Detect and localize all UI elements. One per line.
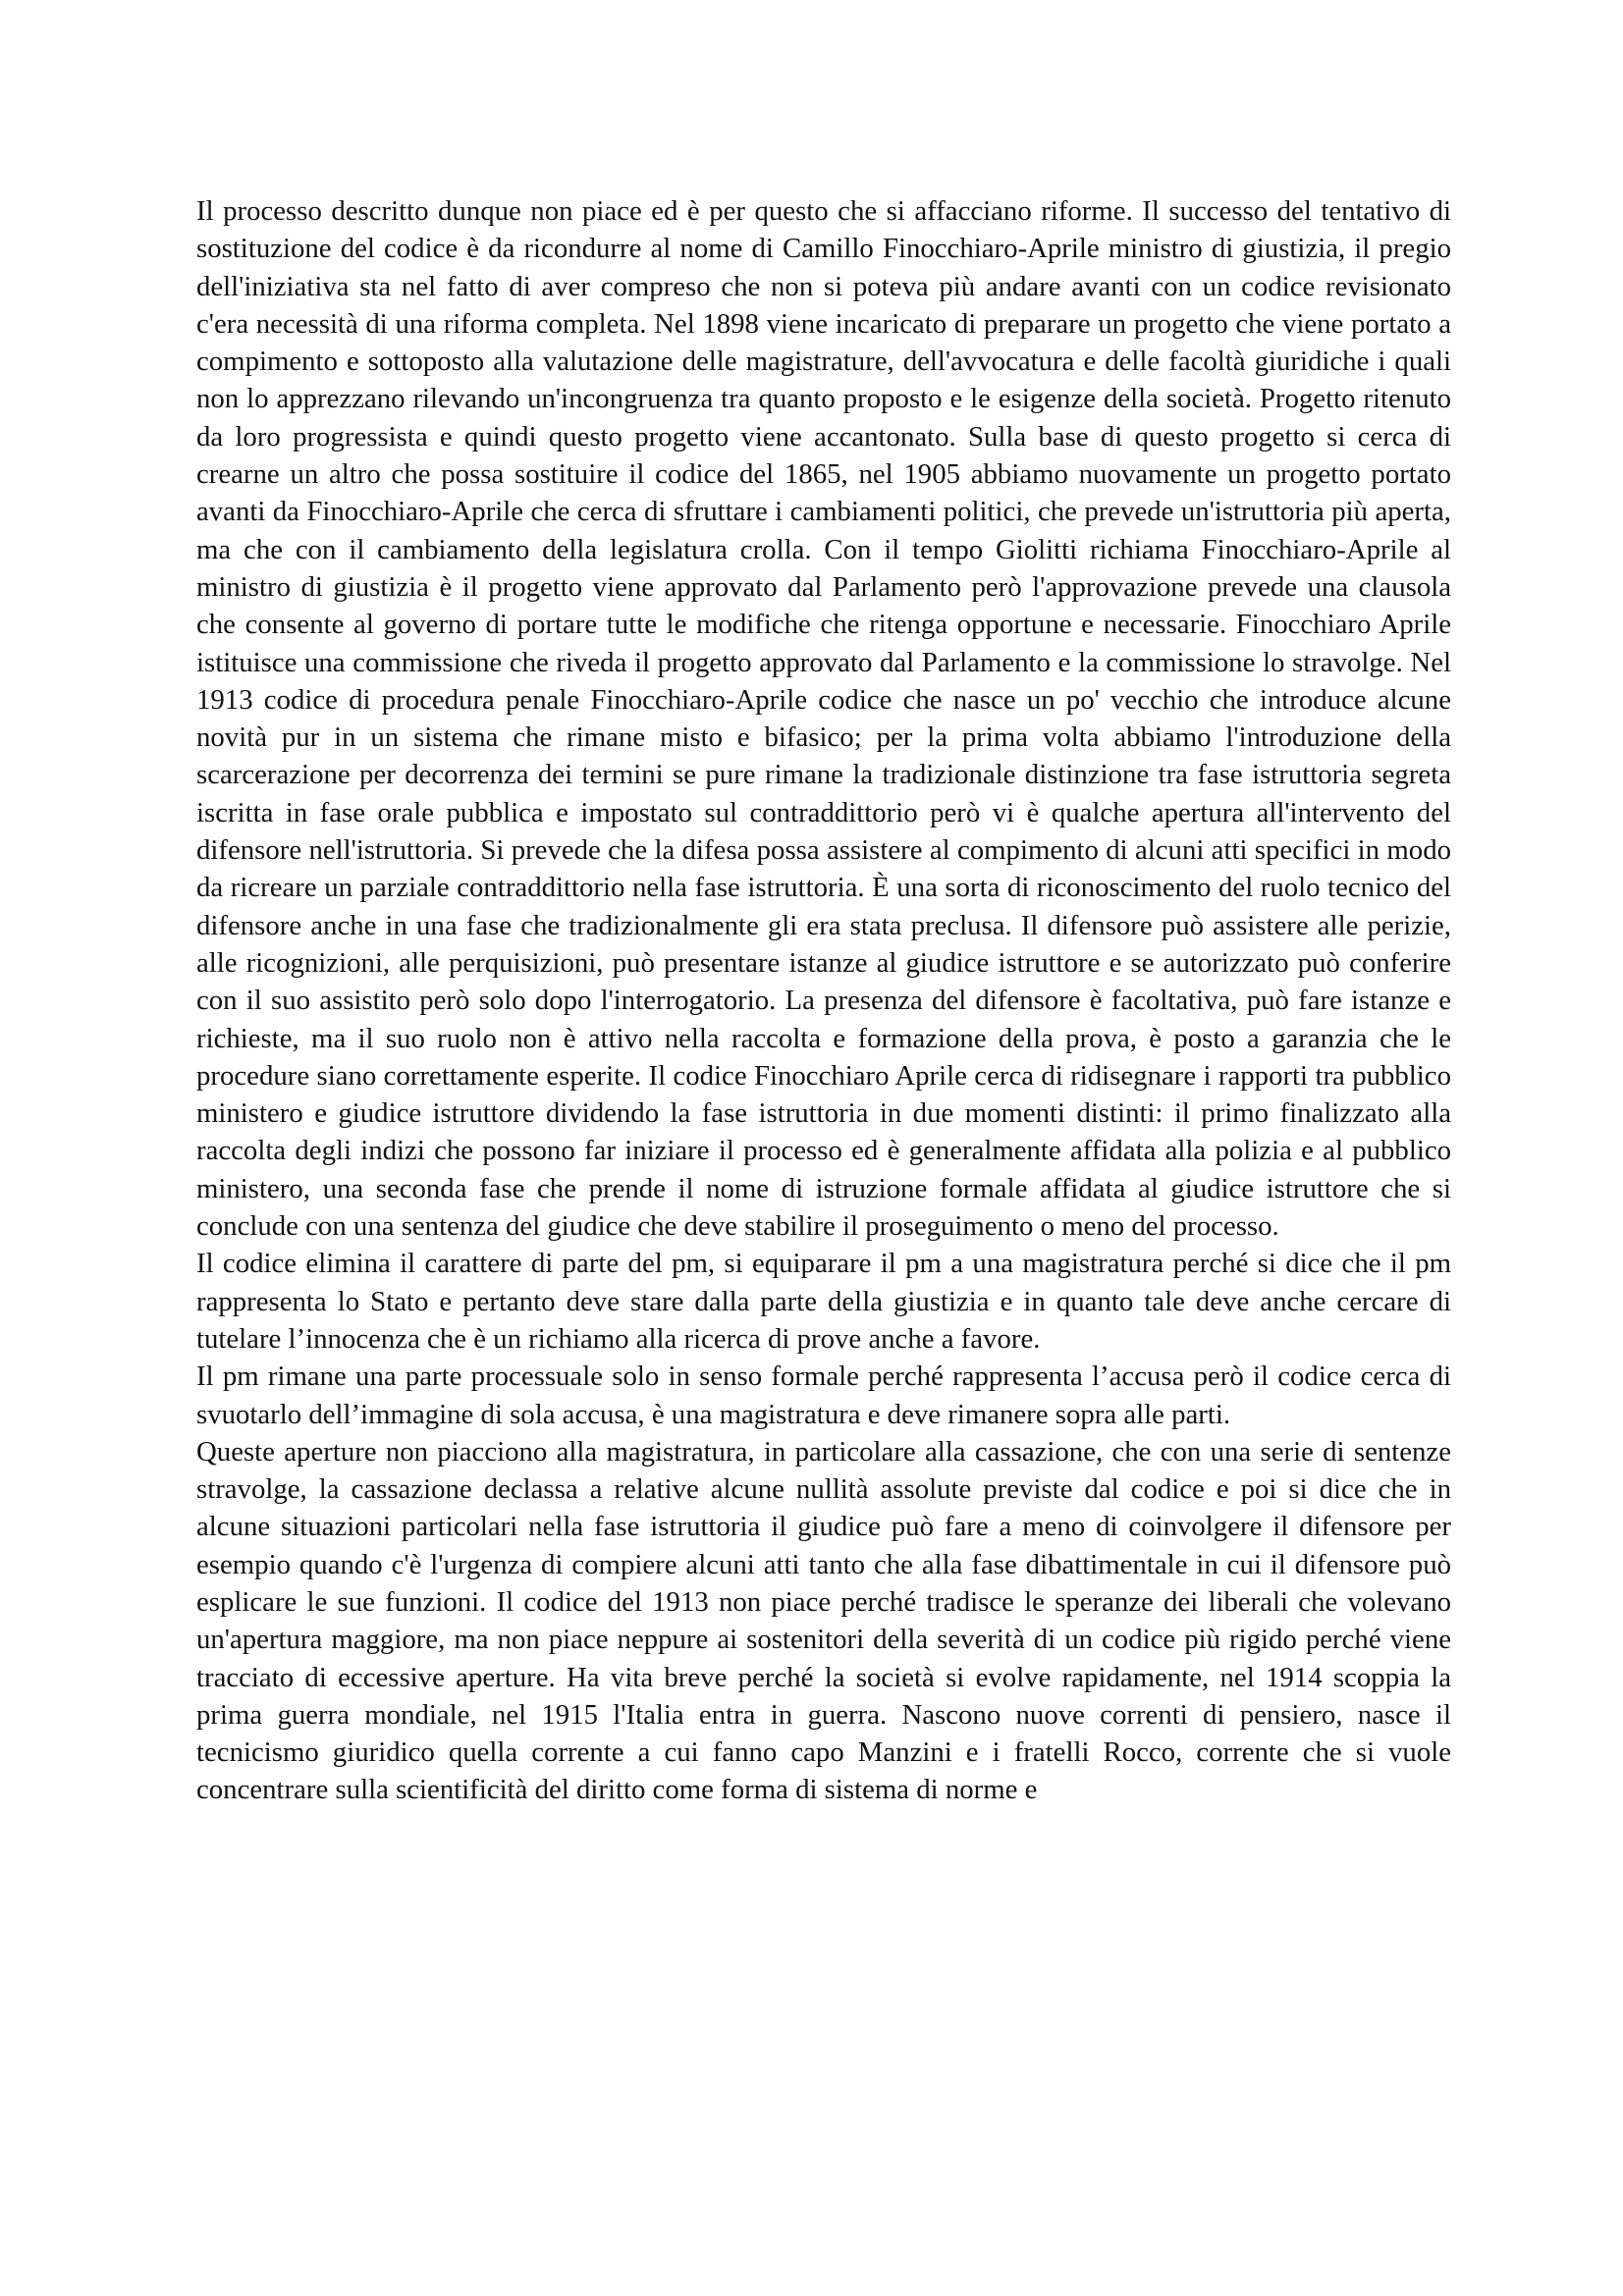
paragraph-reform-history: Il processo descritto dunque non piace ed è per questo che si affacciano riforme. Il successo del tentativo di sostituzione del codice è da ricondurre al nome di Camillo Finocchiaro-Aprile ministro di giustizia, il pregio dell'iniziativa sta nel fatto di aver compreso che non si poteva più andare avanti con un codice revisionato c'era necessità di una riforma completa. Nel 1898 viene incaricato di preparare un progetto che viene portato a compimento e sottoposto alla valutazione delle magistrature, dell'avvocatura e delle facoltà giuridiche i quali non lo apprezzano rilevando un'incongruenza tra quanto proposto e le esigenze della società. Progetto ritenuto da loro progressista e quindi questo progetto viene accantonato. Sulla base di questo progetto si cerca di crearne un altro che possa sostituire il codice del 1865, nel 1905 abbiamo nuovamente un progetto portato avanti da Finocchiaro-Aprile che cerca di sfruttare i cambiamenti politici, che prevede un'istruttoria più aperta, ma che con il cambiamento della legislatura crolla. Con il tempo Giolitti richiama Finocchiaro-Aprile al ministro di giustizia è il progetto viene approvato dal Parlamento però l'approvazione prevede una clausola che consente al governo di portare tutte le modifiche che ritenga opportune e necessarie. Finocchiaro Aprile istituisce una commissione che riveda il progetto approvato dal Parlamento e la commissione lo stravolge. Nel 1913 codice di procedura penale Finocchiaro-Aprile codice che nasce un po' vecchio che introduce alcune novità pur in un sistema che rimane misto e bifasico; per la prima volta abbiamo l'introduzione della scarcerazione per decorrenza dei termini se pure rimane la tradizionale distinzione tra fase istruttoria segreta iscritta in fase orale pubblica e impostato sul contraddittorio però vi è qualche apertura all'intervento del difensore nell'istruttoria. Si prevede che la difesa possa assistere al compimento di alcuni atti specifici in modo da ricreare un parziale contraddittorio nella fase istruttoria. È una sorta di riconoscimento del ruolo tecnico del difensore anche in una fase che tradizionalmente gli era stata preclusa. Il difensore può assistere alle perizie, alle ricognizioni, alle perquisizioni, può presentare istanze al giudice istruttore e se autorizzato può conferire con il suo assistito però solo dopo l'interrogatorio. La presenza del difensore è facoltativa, può fare istanze e richieste, ma il suo ruolo non è attivo nella raccolta e formazione della prova, è posto a garanzia che le procedure siano correttamente esperite. Il codice Finocchiaro Aprile cerca di ridisegnare i rapporti tra pubblico ministero e giudice istruttore dividendo la fase istruttoria in due momenti distinti: il primo finalizzato alla raccolta degli indizi che possono far iniziare il processo ed è generalmente affidata alla polizia e al pubblico ministero, una seconda fase che prende il nome di istruzione formale affidata al giudice istruttore che si conclude con una sentenza del giudice che deve stabilire il proseguimento o meno del processo.	[196, 195, 1451, 1243]
paragraph-pm-role: Il codice elimina il carattere di parte del pm, si equiparare il pm a una magistratura perché si dice che il pm rappresenta lo Stato e pertanto deve stare dalla parte della giustizia e in quanto tale deve anche cercare di tutelare l’innocenza che è un richiamo alla ricerca di prove anche a favore.	[196, 1248, 1451, 1355]
document-body	[196, 192, 1451, 1809]
paragraph-cassation-reaction: Queste aperture non piacciono alla magistratura, in particolare alla cassazione, che con una serie di sentenze stravolge, la cassazione declassa a relative alcune nullità assolute previste dal codice e poi si dice che in alcune situazioni particolari nella fase istruttoria il giudice può fare a meno di coinvolgere il difensore per esempio quando c'è l'urgenza di compiere alcuni atti tanto che alla fase dibattimentale in cui il difensore può esplicare le sue funzioni. Il codice del 1913 non piace perché tradisce le speranze dei liberali che volevano un'apertura maggiore, ma non piace neppure ai sostenitori della severità di un codice più rigido perché viene tracciato di eccessive aperture. Ha vita breve perché la società si evolve rapidamente, nel 1914 scoppia la prima guerra mondiale, nel 1915 l'Italia entra in guerra. Nascono nuove correnti di pensiero, nasce il tecnicismo giuridico quella corrente a cui fanno capo Manzini e i fratelli Rocco, corrente che si vuole concentrare sulla scientificità del diritto come forma di sistema di norme e	[196, 1435, 1451, 1806]
paragraph-pm-formal-party: Il pm rimane una parte processuale solo in senso formale perché rappresenta l’accusa però il codice cerca di svuotarlo dell’immagine di sola accusa, è una magistratura e deve rimanere sopra alle parti.	[196, 1361, 1451, 1430]
